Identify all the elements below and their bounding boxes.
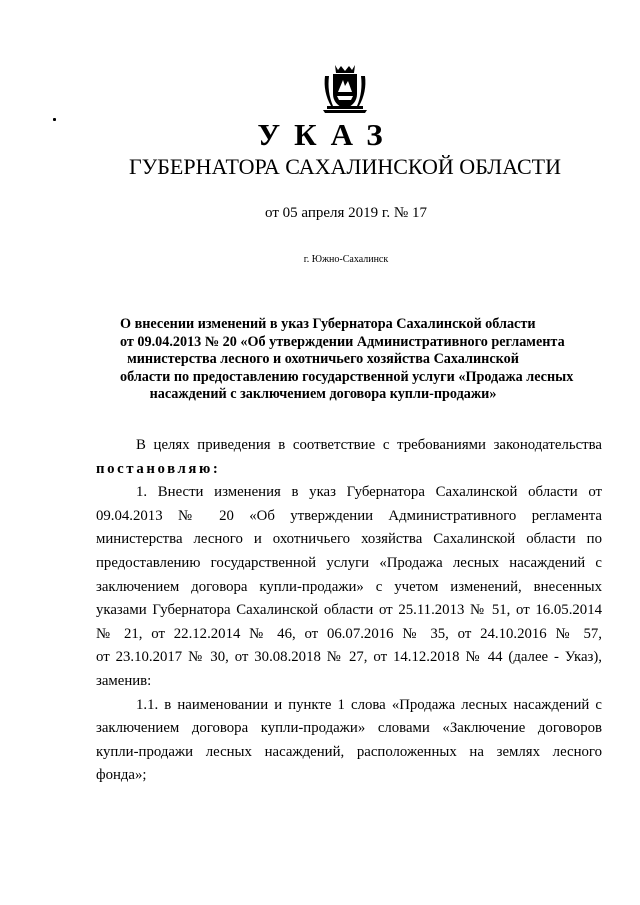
document-heading — [120, 316, 574, 404]
document-subtitle: ГУБЕРНАТОРА САХАЛИНСКОЙ ОБЛАСТИ — [129, 154, 561, 179]
body-line: 09.04.2013 № 20 «Об утверждении Административного регламента — [96, 507, 602, 524]
heading-line: области по предоставлению государственной услуги «Продажа лесных — [120, 368, 574, 385]
body-line: 1. Внести изменения в указ Губернатора Сахалинской области от — [136, 484, 602, 501]
body-line: № 21, от 22.12.2014 № 46, от 06.07.2016 № 35, от 24.10.2016 № 57, — [96, 625, 602, 642]
body-line: от 23.10.2017 № 30, от 30.08.2018 № 27, от 14.12.2018 № 44 (далее - Указ), — [96, 649, 602, 666]
body-line: фонда»; — [96, 767, 147, 784]
heading-line: О внесении изменений в указ Губернатора Сахалинской области — [120, 316, 536, 332]
document-body — [96, 434, 602, 788]
body-line: 1.1. в наименовании и пункте 1 слова «Продажа лесных насаждений с — [136, 696, 602, 713]
body-line: заключением договора купли-продажи» словами «Заключение договоров — [96, 720, 602, 737]
coat-of-arms-icon — [321, 62, 369, 114]
body-line: заключением договора купли-продажи» с учетом изменений, внесенных — [96, 578, 602, 595]
heading-line: насаждений с заключением договора купли-продажи» — [149, 386, 497, 402]
document-title: УКАЗ — [257, 117, 397, 152]
decree-word: постановляю: — [96, 460, 221, 477]
body-line: министерства лесного и охотничьего хозяйства Сахалинской области по — [96, 531, 602, 548]
body-line: указами Губернатора Сахалинской области от 25.11.2013 № 51, от 16.05.2014 — [96, 602, 602, 619]
body-line: купли-продажи лесных насаждений, расположенных на землях лесного — [96, 743, 602, 760]
date-number-line: от 05 апреля 2019 г. № 17 — [265, 205, 427, 221]
body-line: В целях приведения в соответствие с требованиями законодательства — [136, 437, 602, 453]
heading-line: от 09.04.2013 № 20 «Об утверждении Административного регламента — [120, 333, 565, 350]
body-line: заменив: — [96, 672, 152, 689]
heading-line: министерства лесного и охотничьего хозяйства Сахалинской — [127, 351, 519, 367]
body-line: предоставлению государственной услуги «Продажа лесных насаждений с — [96, 554, 602, 571]
city-line: г. Южно-Сахалинск — [303, 254, 389, 265]
